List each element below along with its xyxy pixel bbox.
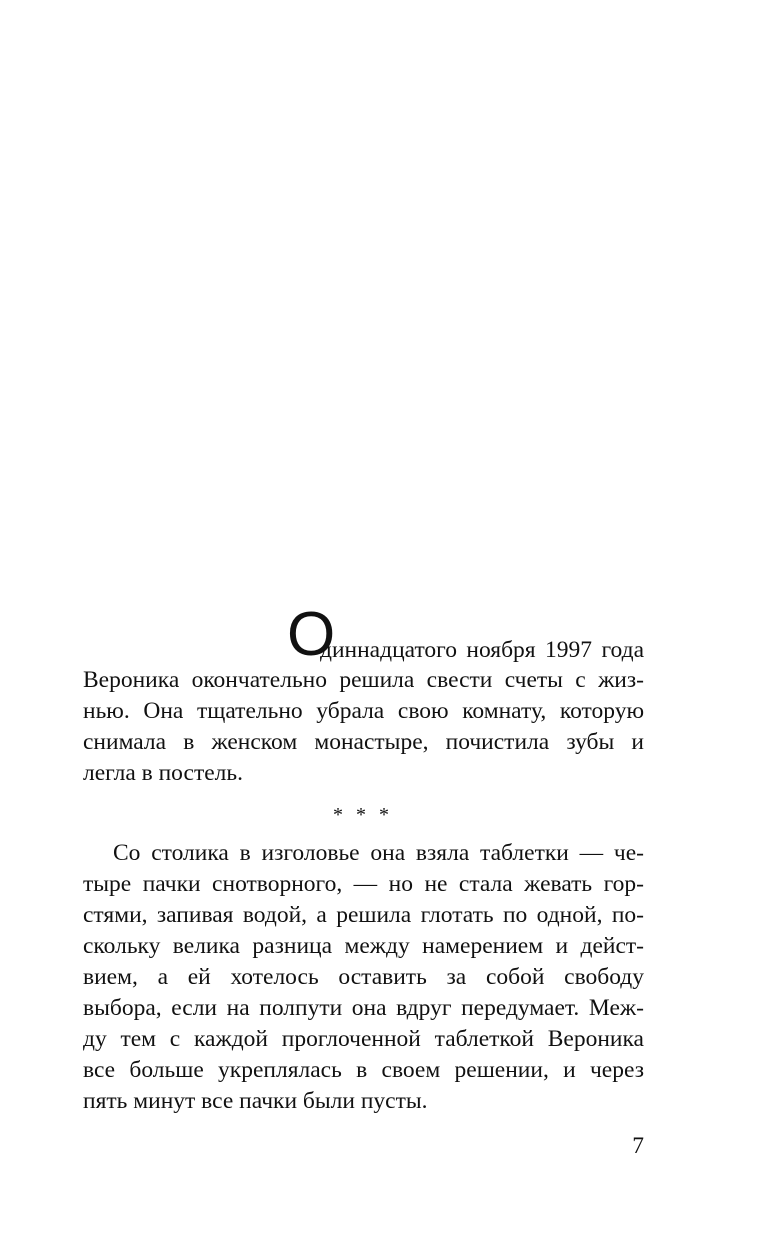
paragraph-line: скольку велика разница между намерением и дейст-	[83, 933, 644, 959]
paragraph-line: тыре пачки снотворного, — но не стала жевать гор-	[83, 871, 644, 897]
paragraph-line: легла в постель.	[83, 760, 243, 786]
paragraph-line: снимала в женском монастыре, почистила зубы и	[83, 729, 644, 755]
chapter-opening-line	[287, 600, 644, 669]
paragraph-line: выбора, если на полпути она вдруг передумает. Меж-	[83, 995, 644, 1021]
paragraph-line: пять минут все пачки были пусты.	[83, 1088, 428, 1114]
paragraph-line: все больше укреплялась в своем решении, и через	[83, 1057, 644, 1083]
paragraph-line: вием, а ей хотелось оставить за собой свободу	[83, 964, 644, 990]
paragraph-line: Вероника окончательно решила свести счеты с жиз-	[83, 667, 644, 693]
paragraph-line: Со столика в изголовье она взяла таблетки — че-	[113, 840, 644, 866]
paragraph-1	[83, 665, 644, 789]
paragraph-line: ду тем с каждой проглоченной таблеткой Вероника	[83, 1026, 644, 1052]
paragraph-line: стями, запивая водой, а решила глотать по одной, по-	[83, 902, 644, 928]
paragraph-2	[83, 838, 644, 1117]
page-number: 7	[632, 1133, 644, 1159]
opening-line-text: диннадцатого ноября 1997 года	[320, 637, 644, 663]
drop-cap: О	[287, 600, 336, 669]
paragraph-line: нью. Она тщательно убрала свою комнату, которую	[83, 698, 644, 724]
section-separator: * * *	[333, 804, 393, 826]
